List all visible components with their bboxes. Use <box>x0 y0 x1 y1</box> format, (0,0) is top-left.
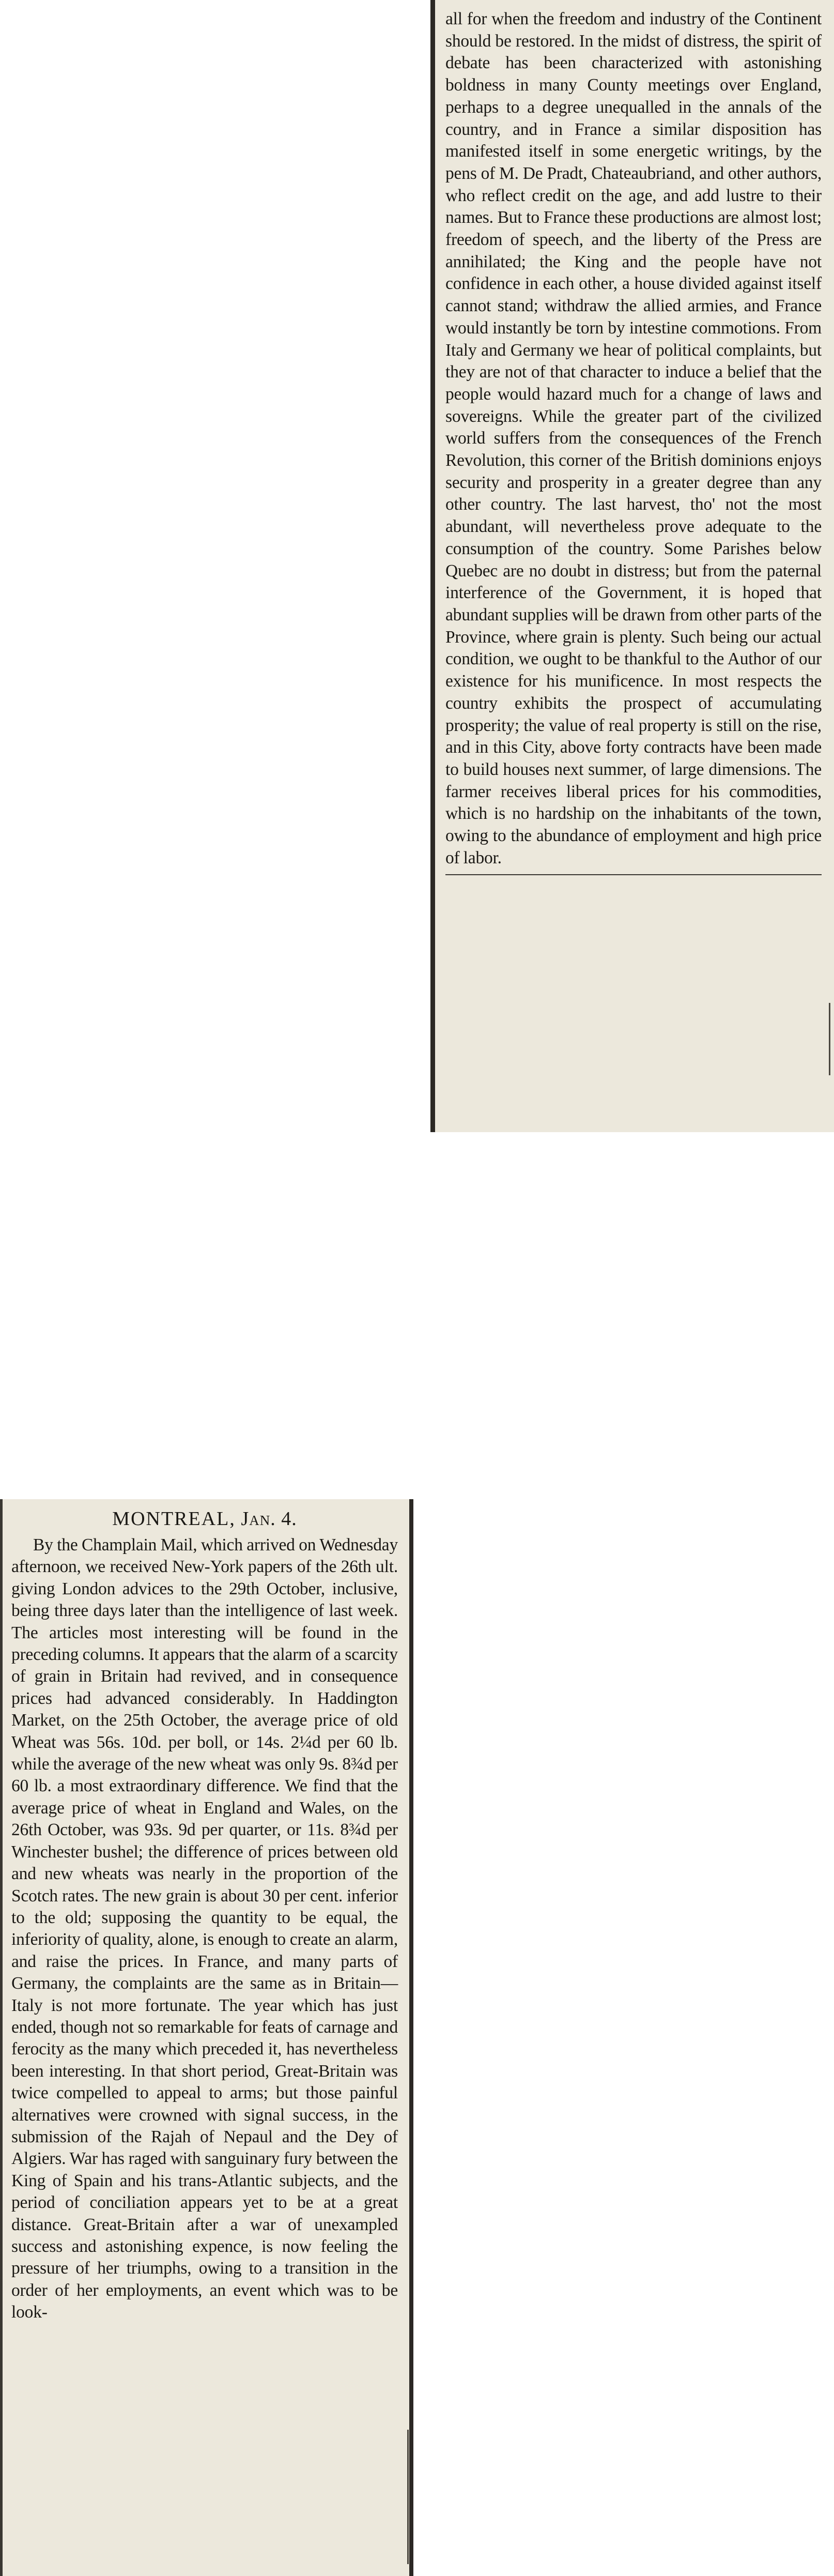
newspaper-clipping-top <box>430 0 834 1132</box>
clipping-edge <box>0 1499 3 2576</box>
dateline-city: MONTREAL, <box>112 1508 236 1530</box>
montreal-article-text: By the Champlain Mail, which arrived on Wednesday afternoon, we received New-York papers of the 26th ult. giving London advices to the 29th October, inclusive, being three days later than the intelligence of last week. The articles most interesting will be found in the preceding columns. It appears that the alarm of a scarcity of grain in Britain had revived, and in consequence prices had advanced considerably. In Haddington Market, on the 25th October, the average price of old Wheat was 56s. 10d. per boll, or 14s. 2¼d per 60 lb. while the average of the new wheat was only 9s. 8¾d per 60 lb. a most extraordinary difference. We find that the average price of wheat in England and Wales, on the 26th October, was 93s. 9d per quarter, or 11s. 8¾d per Winchester bushel; the difference of prices between old and new wheats was nearly in the proportion of the Scotch rates. The new grain is about 30 per cent. inferior to the old; supposing the quantity to be equal, the inferiority of quality, alone, is enough to create an alarm, and raise the prices. In France, and many parts of Germany, the complaints are the same as in Britain—Italy is not more fortunate. The year which has just ended, though not so remarkable for feats of carnage and ferocity as the many which preceded it, has nevertheless been interesting. In that short period, Great-Britain was twice compelled to appeal to arms; but those painful alternatives were crowned with signal success, in the submission of the Rajah of Nepaul and the Dey of Algiers. War has raged with sanguinary fury between the King of Spain and his trans-Atlantic subjects, and the period of conciliation appears yet to be at a great distance. Great-Britain after a war of unexampled success and astonishing expence, is now feeling the pressure of her triumphs, owing to a transition in the order of her employments, an event which was to be look- <box>11 1535 398 2322</box>
newspaper-clipping-bottom <box>0 1499 413 2576</box>
dateline-date: Jan. 4. <box>241 1508 297 1530</box>
column-rule <box>445 874 822 875</box>
margin-mark <box>407 2430 409 2564</box>
article-continuation-text: all for when the freedom and industry of the Continent should be restored. In the midst of distress, the spirit of debate has been characterized with astonishing boldness in many County meetings over England, perhaps to a degree unequalled in the annals of the country, and in France a similar disposition has manifested itself in some energetic writings, by the pens of M. De Pradt, Chateaubriand, and other authors, who reflect credit on the age, and add lustre to their names. But to France these productions are almost lost; freedom of speech, and the liberty of the Press are annihilated; the King and the people have not confidence in each other, a house divided against itself cannot stand; withdraw the allied armies, and France would instantly be torn by intestine commotions. From Italy and Germany we hear of political complaints, but they are not of that character to induce a belief that the people would hazard much for a change of laws and sovereigns. While the greater part of the civilized world suffers from the consequences of the French Revolution, this corner of the British dominions enjoys security and prosperity in a greater degree than any other country. The last harvest, tho' not the most abundant, will nevertheless prove adequate to the consumption of the country. Some Parishes below Quebec are no doubt in distress; but from the paternal interference of the Government, it is hoped that abundant supplies will be drawn from other parts of the Province, where grain is plenty. Such being our actual condition, we ought to be thankful to the Author of our existence for his munificence. In most respects the country exhibits the prospect of accumulating prosperity; the value of real property is still on the rise, and in this City, above forty contracts have been made to build houses next summer, of large dimensions. The farmer receives liberal prices for his commodities, which is no hardship on the inhabitants of the town, owing to the abundance of employment and high price of labor. <box>445 9 822 867</box>
dateline <box>11 1506 398 1531</box>
margin-mark <box>829 1003 830 1075</box>
